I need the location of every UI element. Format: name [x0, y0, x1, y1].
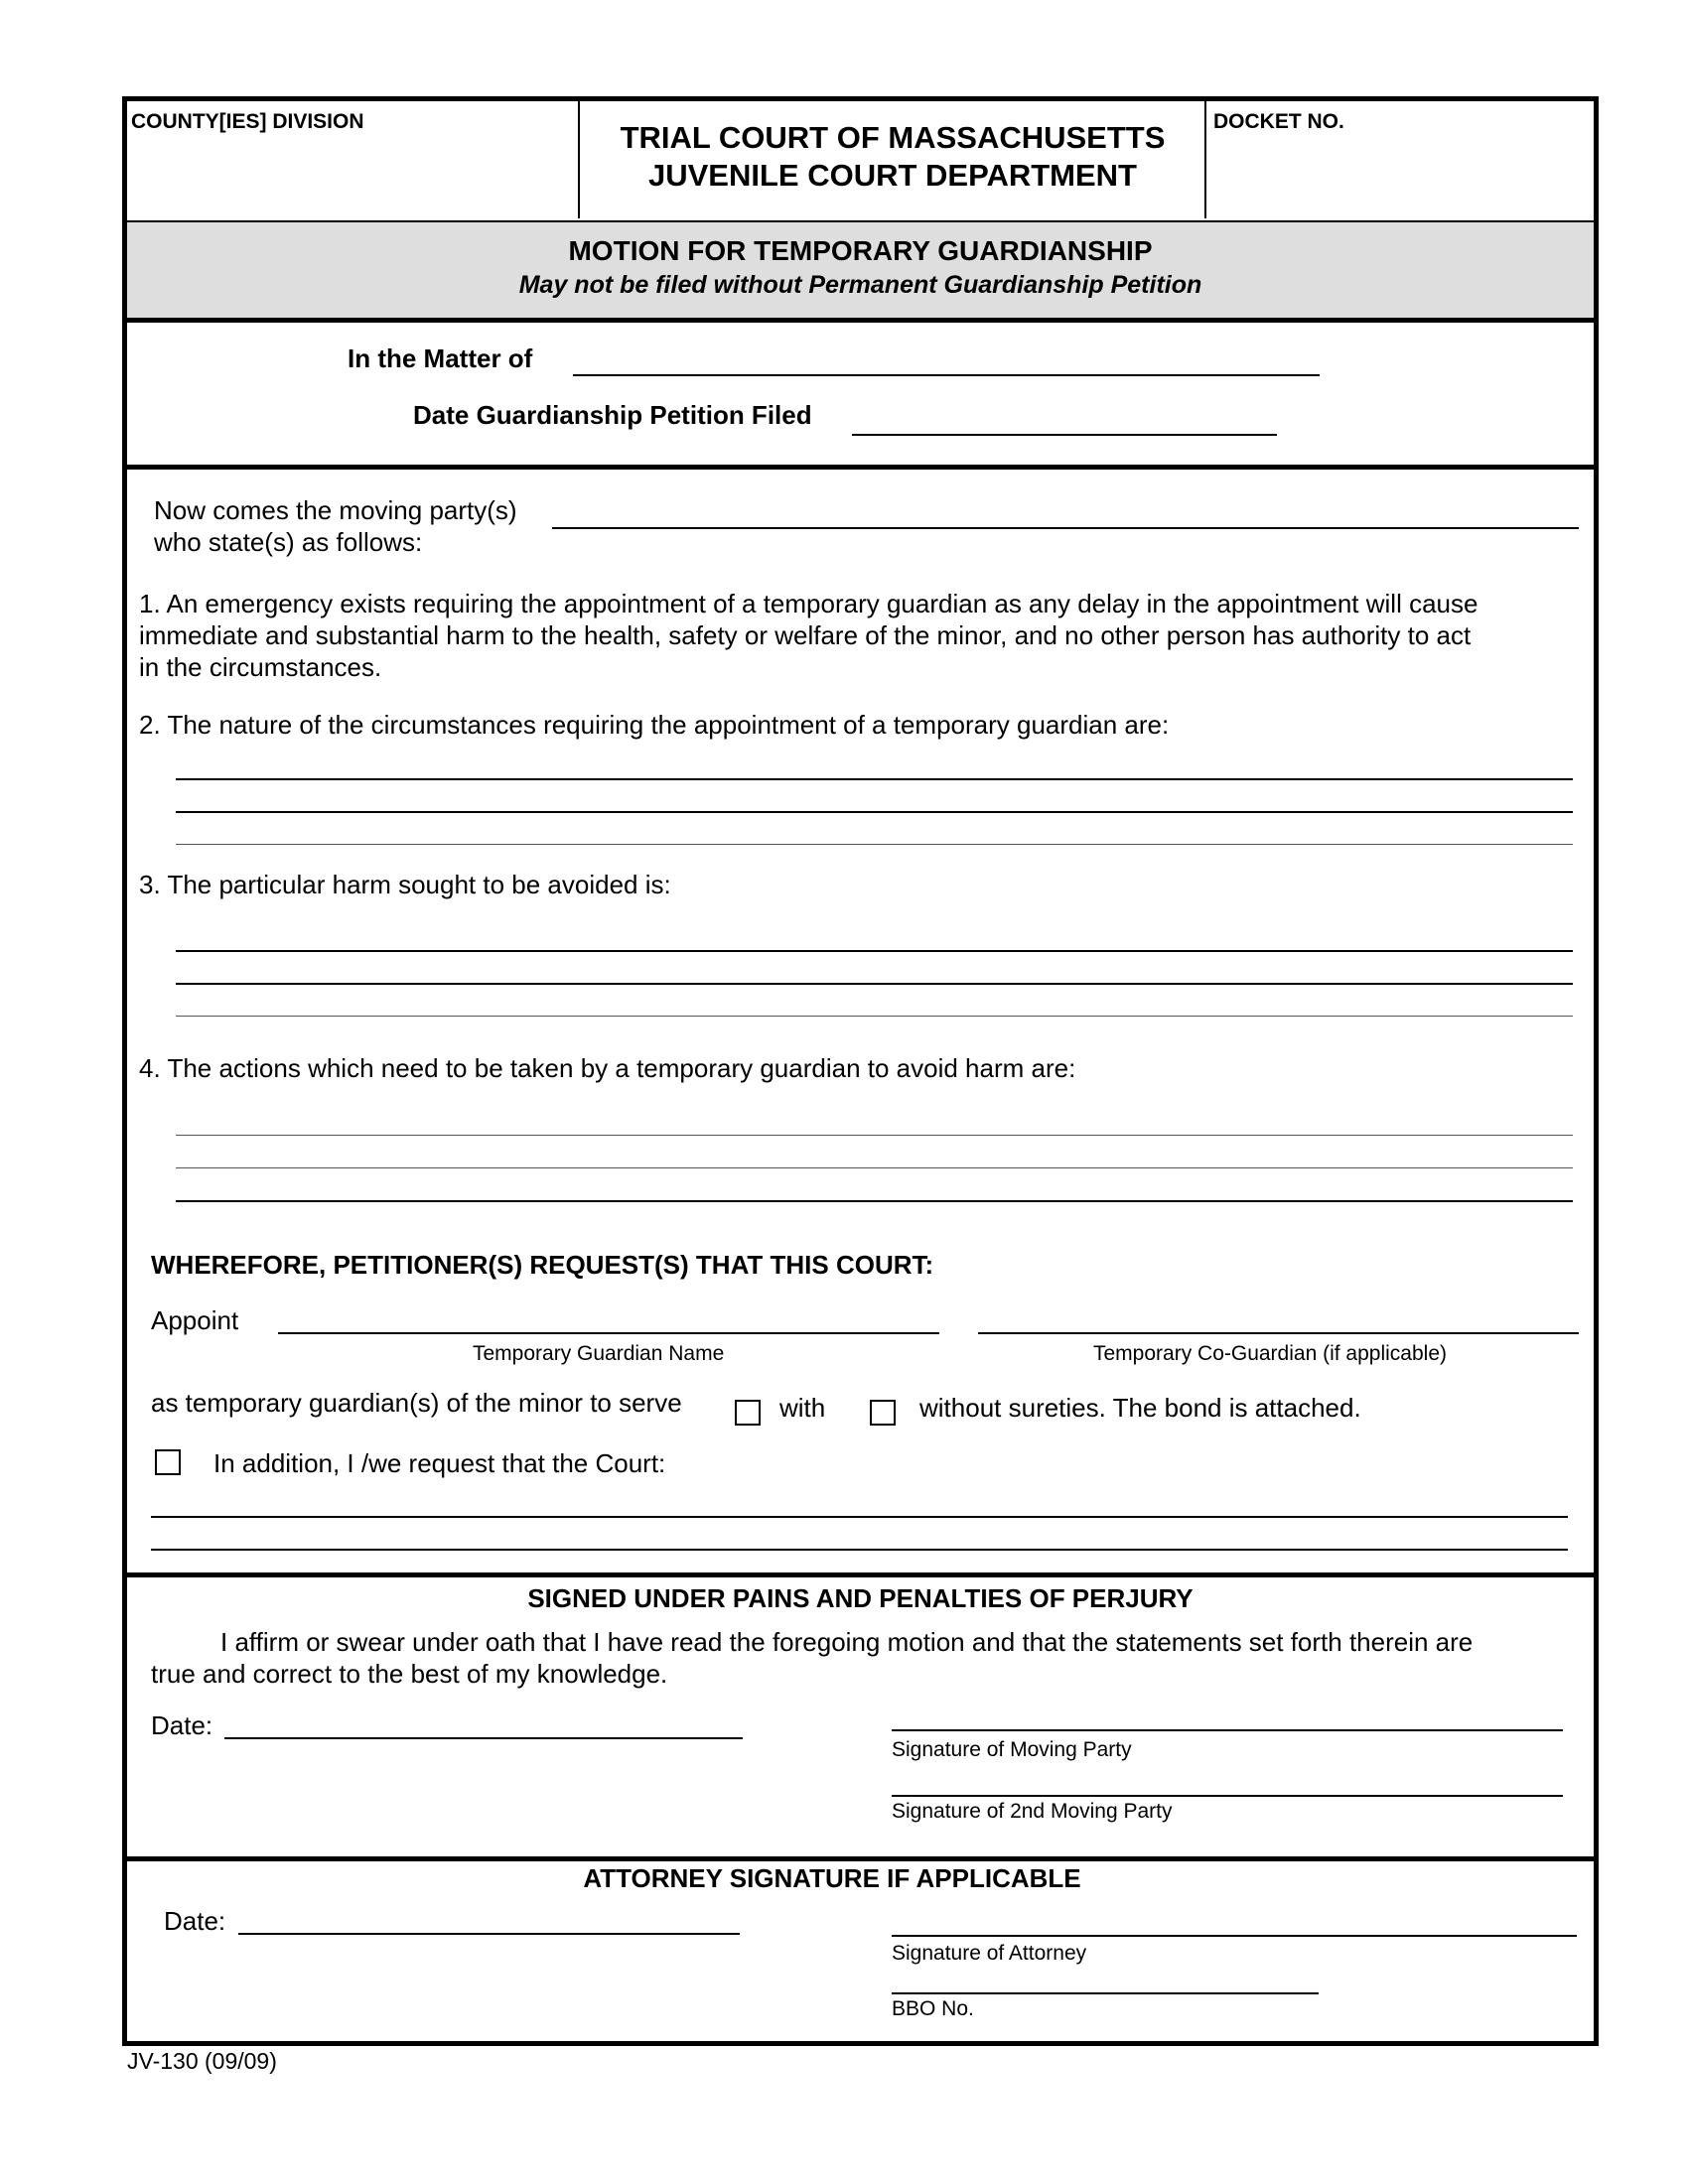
date-filed-label: Date Guardianship Petition Filed — [413, 400, 812, 430]
item2-text: 2. The nature of the circumstances requiring the appointment of a temporary guardian are: — [139, 710, 1170, 740]
without-sureties-label: without sureties. The bond is attached. — [919, 1393, 1361, 1423]
attorney-date-field[interactable] — [238, 1933, 740, 1935]
docket-number-label: DOCKET NO. — [1213, 110, 1344, 133]
form-title: MOTION FOR TEMPORARY GUARDIANSHIP — [568, 235, 1153, 266]
item1-text-line3: in the circumstances. — [139, 652, 382, 682]
item3-field-line1[interactable] — [176, 950, 1573, 952]
moving-party-signature-caption: Signature of Moving Party — [892, 1738, 1132, 1761]
form-id: JV-130 (09/09) — [127, 2048, 277, 2074]
item1-text-line1: 1. An emergency exists requiring the appointment of a temporary guardian as any delay in the appointment will cause — [139, 589, 1478, 618]
affirm-text-line1: I affirm or swear under oath that I have read the foregoing motion and that the statements set forth therein are — [220, 1627, 1474, 1657]
attorney-top-rule — [124, 1856, 1599, 1861]
item2-field-line2[interactable] — [176, 811, 1573, 813]
title-bottom-rule — [124, 318, 1599, 323]
county-division-label: COUNTY[IES] DIVISION — [131, 110, 364, 133]
item2-field-line3[interactable] — [176, 844, 1573, 845]
addition-field-line2[interactable] — [151, 1549, 1568, 1551]
moving-party-label: Now comes the moving party(s) — [154, 495, 517, 525]
court-name-line1: TRIAL COURT OF MASSACHUSETTS — [620, 120, 1166, 155]
item1-text-line2: immediate and substantial harm to the health, safety or welfare of the minor, and no other person has authority to act — [139, 620, 1472, 650]
with-label: with — [779, 1393, 826, 1423]
coguardian-caption: Temporary Co-Guardian (if applicable) — [1093, 1342, 1447, 1365]
in-matter-field[interactable] — [573, 374, 1320, 376]
appoint-label: Appoint — [151, 1305, 239, 1335]
addition-checkbox[interactable] — [155, 1449, 181, 1475]
states-label: who state(s) as follows: — [154, 527, 423, 557]
moving-party-field[interactable] — [552, 527, 1579, 529]
moving-party-signature-field[interactable] — [892, 1729, 1563, 1731]
court-name-line2: JUVENILE COURT DEPARTMENT — [647, 158, 1137, 193]
coguardian-name-field[interactable] — [978, 1332, 1579, 1334]
attorney-heading: ATTORNEY SIGNATURE IF APPLICABLE — [583, 1863, 1081, 1893]
bbo-number-field[interactable] — [892, 1992, 1319, 1994]
addition-label: In addition, I /we request that the Court: — [213, 1448, 666, 1478]
item2-field-line1[interactable] — [176, 778, 1573, 780]
signature-top-rule — [124, 1572, 1599, 1577]
second-party-signature-caption: Signature of 2nd Moving Party — [892, 1800, 1173, 1823]
second-party-signature-field[interactable] — [892, 1795, 1563, 1797]
in-matter-label: In the Matter of — [348, 343, 533, 373]
date-filed-field[interactable] — [852, 434, 1277, 436]
item4-field-line2[interactable] — [176, 1167, 1573, 1168]
attorney-signature-field[interactable] — [892, 1935, 1577, 1937]
form-subtitle: May not be filed without Permanent Guardianship Petition — [518, 271, 1202, 299]
attorney-date-label: Date: — [164, 1906, 226, 1936]
item4-text: 4. The actions which need to be taken by a temporary guardian to avoid harm are: — [139, 1053, 1076, 1083]
item3-field-line2[interactable] — [176, 983, 1573, 985]
with-sureties-checkbox[interactable] — [735, 1400, 761, 1426]
perjury-heading: SIGNED UNDER PAINS AND PENALTIES OF PERJURY — [527, 1583, 1194, 1613]
affirm-text-line2: true and correct to the best of my knowledge. — [151, 1659, 668, 1689]
matter-bottom-rule — [124, 465, 1599, 470]
item3-field-line3[interactable] — [176, 1016, 1573, 1017]
signature-date-field[interactable] — [224, 1737, 743, 1739]
wherefore-heading: WHEREFORE, PETITIONER(S) REQUEST(S) THAT THIS COURT: — [151, 1250, 934, 1280]
item3-text: 3. The particular harm sought to be avoided is: — [139, 870, 671, 899]
guardian-name-field[interactable] — [278, 1332, 939, 1334]
item4-field-line3[interactable] — [176, 1200, 1573, 1202]
attorney-signature-caption: Signature of Attorney — [892, 1942, 1087, 1965]
item4-field-line1[interactable] — [176, 1135, 1573, 1136]
bbo-number-caption: BBO No. — [892, 1997, 974, 2020]
guardian-name-caption: Temporary Guardian Name — [473, 1342, 725, 1365]
signature-date-label: Date: — [151, 1710, 213, 1740]
without-sureties-checkbox[interactable] — [870, 1400, 896, 1426]
addition-field-line1[interactable] — [151, 1516, 1568, 1518]
serve-label: as temporary guardian(s) of the minor to serve — [151, 1388, 682, 1418]
